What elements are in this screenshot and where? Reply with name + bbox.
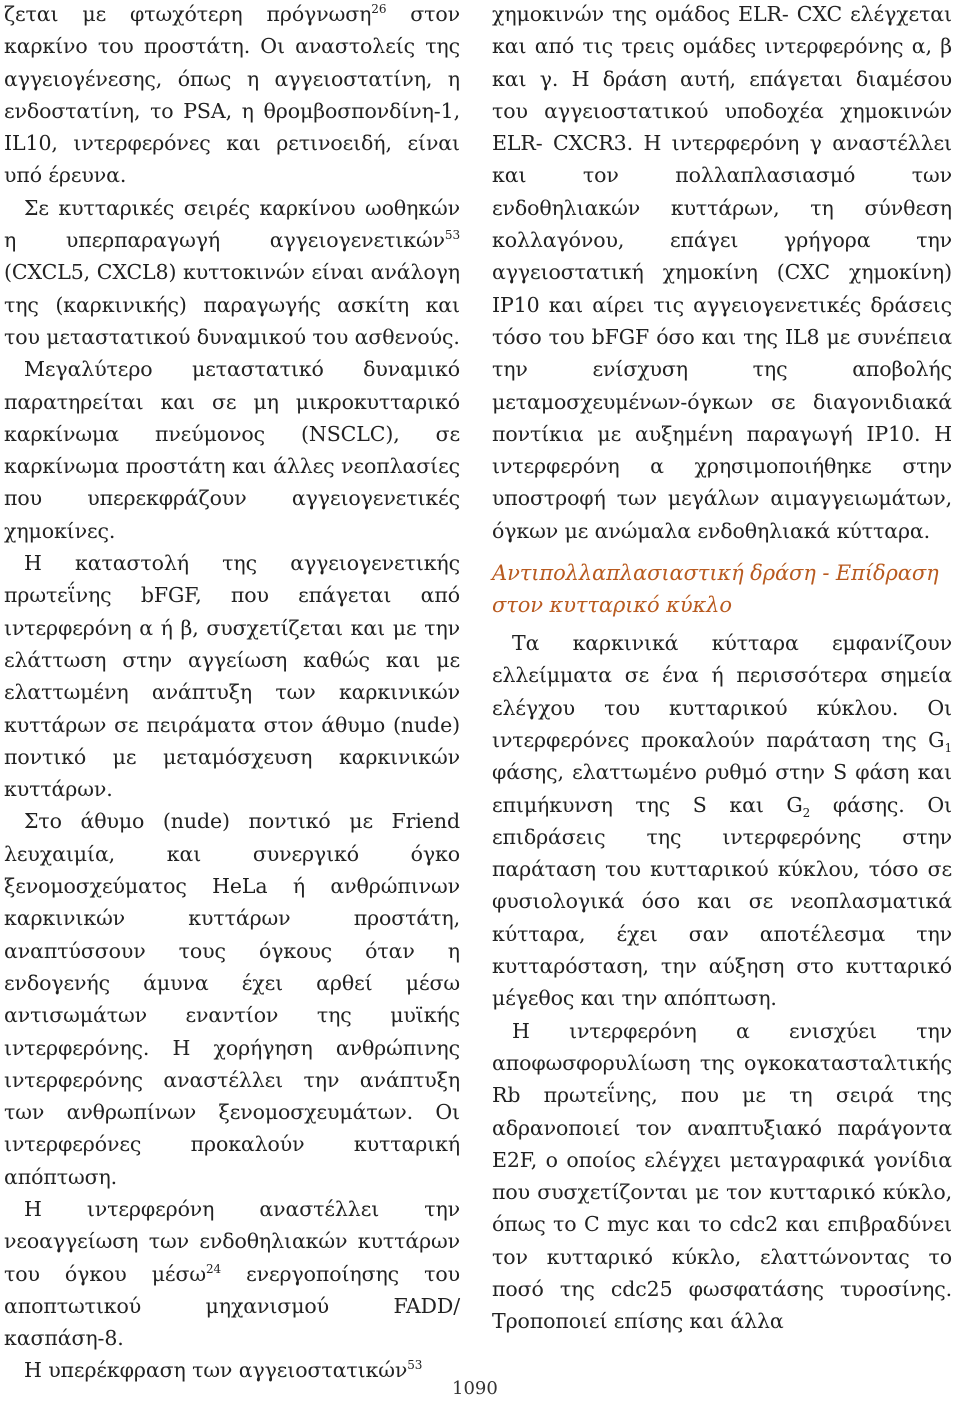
citation-ref: 53 — [407, 1358, 423, 1373]
page-number: 1090 — [452, 1378, 498, 1399]
subscript: 2 — [802, 805, 811, 820]
left-column — [4, 0, 460, 1387]
citation-ref: 26 — [371, 2, 387, 17]
paragraph: Η ιντερφερόνη α ενισχύει την αποφωσφορυλίωση της ογκοκατασταλτικής Rb πρωτεΐνης, που με τη σειρά της αδρανοποιεί τον αναπτυξιακό παράγοντα E2F, ο οποίος ελέγχει μεταγραφικά γονίδια που συσχετίζονται με τον κυτταρικό κύκλο, όπως το C myc και το cdc2 και επιβραδύνει τον κυτταρικό κύκλο, ελαττώνοντας το ποσό της cdc25 φωσφατάσης τυροσίνης. Τροποποιεί επίσης και άλλα — [492, 1018, 952, 1334]
citation-ref: 53 — [444, 228, 460, 243]
paragraph: Σε κυτταρικές σειρές καρκίνου ωοθηκών η υπερπαραγωγή αγγειογενετικών$^{53}$ (CXCL5, CXCL8) κυττοκινών είναι ανάλογη της (καρκινικής) παραγωγής ασκίτη και του μεταστατικού δυναμικού του ασθενούς. — [4, 195, 460, 349]
paragraph: Η υπερέκφραση των αγγειοστατικών$^{53}$ — [24, 1358, 423, 1383]
paragraph: Στο άθυμο (nude) ποντικό με Friend λευχαιμία, και συνεργικό όγκο ξενομοσχεύματος HeLa ή ανθρώπινων καρκινικών κυττάρων προστάτη, αναπτύσσουν τους όγκους όταν η ενδογενής άμυνα έχει αρθεί μέσω αντισωμάτων εναντίον της μυϊκής ιντερφερόνης. Η χορήγηση ανθρώπινης ιντερφερόνης αναστέλλει την ανάπτυξη των ανθρωπίνων ξενομοσχευμάτων. Οι ιντερφερόνες προκαλούν κυτταρική απόπτωση. — [4, 809, 460, 1189]
paragraph: Μεγαλύτερο μεταστατικό δυναμικό παρατηρείται και σε μη μικροκυτταρικό καρκίνωμα πνεύμονος (NSCLC), σε καρκίνωμα προστάτη και άλλες νεοπλασίες που υπερεκφράζουν αγγειογενετικές χημοκίνες. — [4, 357, 460, 543]
right-column — [492, 0, 952, 1338]
paragraph: ζεται με φτωχότερη πρόγνωση$^{26}$ στον καρκίνο του προστάτη. Οι αναστολείς της αγγειογένεσης, όπως η αγγειοστατίνη, η ενδοστατίνη, το PSA, η θρομβοσπονδίνη-1, IL10, ιντερφερόνες και ρετινοειδή, είναι υπό έρευνα. — [4, 2, 461, 188]
paragraph: Τα καρκινικά κύτταρα εμφανίζουν ελλείμματα σε ένα ή περισσότερα σημεία ελέγχου του κυτταρικού κύκλου. Οι ιντερφερόνες προκαλούν παράταση της $G_1$ φάσης, ελαττωμένο ρυθμό στην S φάση και επιμήκυνση της S και $G_2$ φάσης. Οι επιδράσεις της ιντερφερόνης στην παράταση του κυτταρικού κύκλου, τόσο σε φυσιολογικά όσο και σε νεοπλασματικά κύτταρα, έχει σαν αποτέλεσμα την κυτταρόσταση, την αύξηση στο κυτταρικό μέγεθος και την απόπτωση. — [492, 631, 952, 1011]
paragraph: Η καταστολή της αγγειογενετικής πρωτεΐνης bFGF, που επάγεται από ιντερφερόνη α ή β, συσχετίζεται και με την ελάττωση στην αγγείωση καθώς και με ελαττωμένη ανάπτυξη των καρκινικών κυττάρων σε πειράματα στον άθυμο (nude) ποντικό με μεταμόσχευση καρκινικών κυττάρων. — [4, 551, 460, 802]
subscript: 1 — [944, 741, 952, 756]
paragraph: Η ιντερφερόνη αναστέλλει την νεοαγγείωση των ενδοθηλιακών κυττάρων του όγκου μέσω$^{24}$ ενεργοποίησης του αποπτωτικού μηχανισμού FADD/κασπάση-8. — [4, 1196, 460, 1351]
citation-ref: 24 — [205, 1261, 222, 1276]
paragraph: χημοκινών της ομάδος ELR- CXC ελέγχεται και από τις τρεις ομάδες ιντερφερόνης α, β και γ. Η δράση αυτή, επάγεται διαμέσου του αγγειοστατικού υποδοχέα χημοκινών ELR- CXCR3. Η ιντερφερόνη γ αναστέλλει και τον πολλαπλασιασμό των ενδοθηλιακών κυττάρων, τη σύνθεση κολλαγόνου, επάγει γρήγορα την αγγειοστατική χημοκίνη (CXC χημοκίνη) IP10 και αίρει τις αγγειογενετικές δράσεις τόσο του bFGF όσο και της IL8 με συνέπεια την ενίσχυση της αποβολής μεταμοσχευμένων-όγκων σε διαγονιδιακά ποντίκια με αυξημένη παραγωγή IP10. Η ιντερφερόνη α χρησιμοποιήθηκε στην υποστροφή των μεγάλων αιμαγγειωμάτων, όγκων με ανώμαλα ενδοθηλιακά κύτταρα. — [492, 2, 952, 543]
section-heading: Αντιπολλαπλασιαστική δράση - Επίδραση στον κυτταρικό κύκλο — [492, 561, 939, 618]
